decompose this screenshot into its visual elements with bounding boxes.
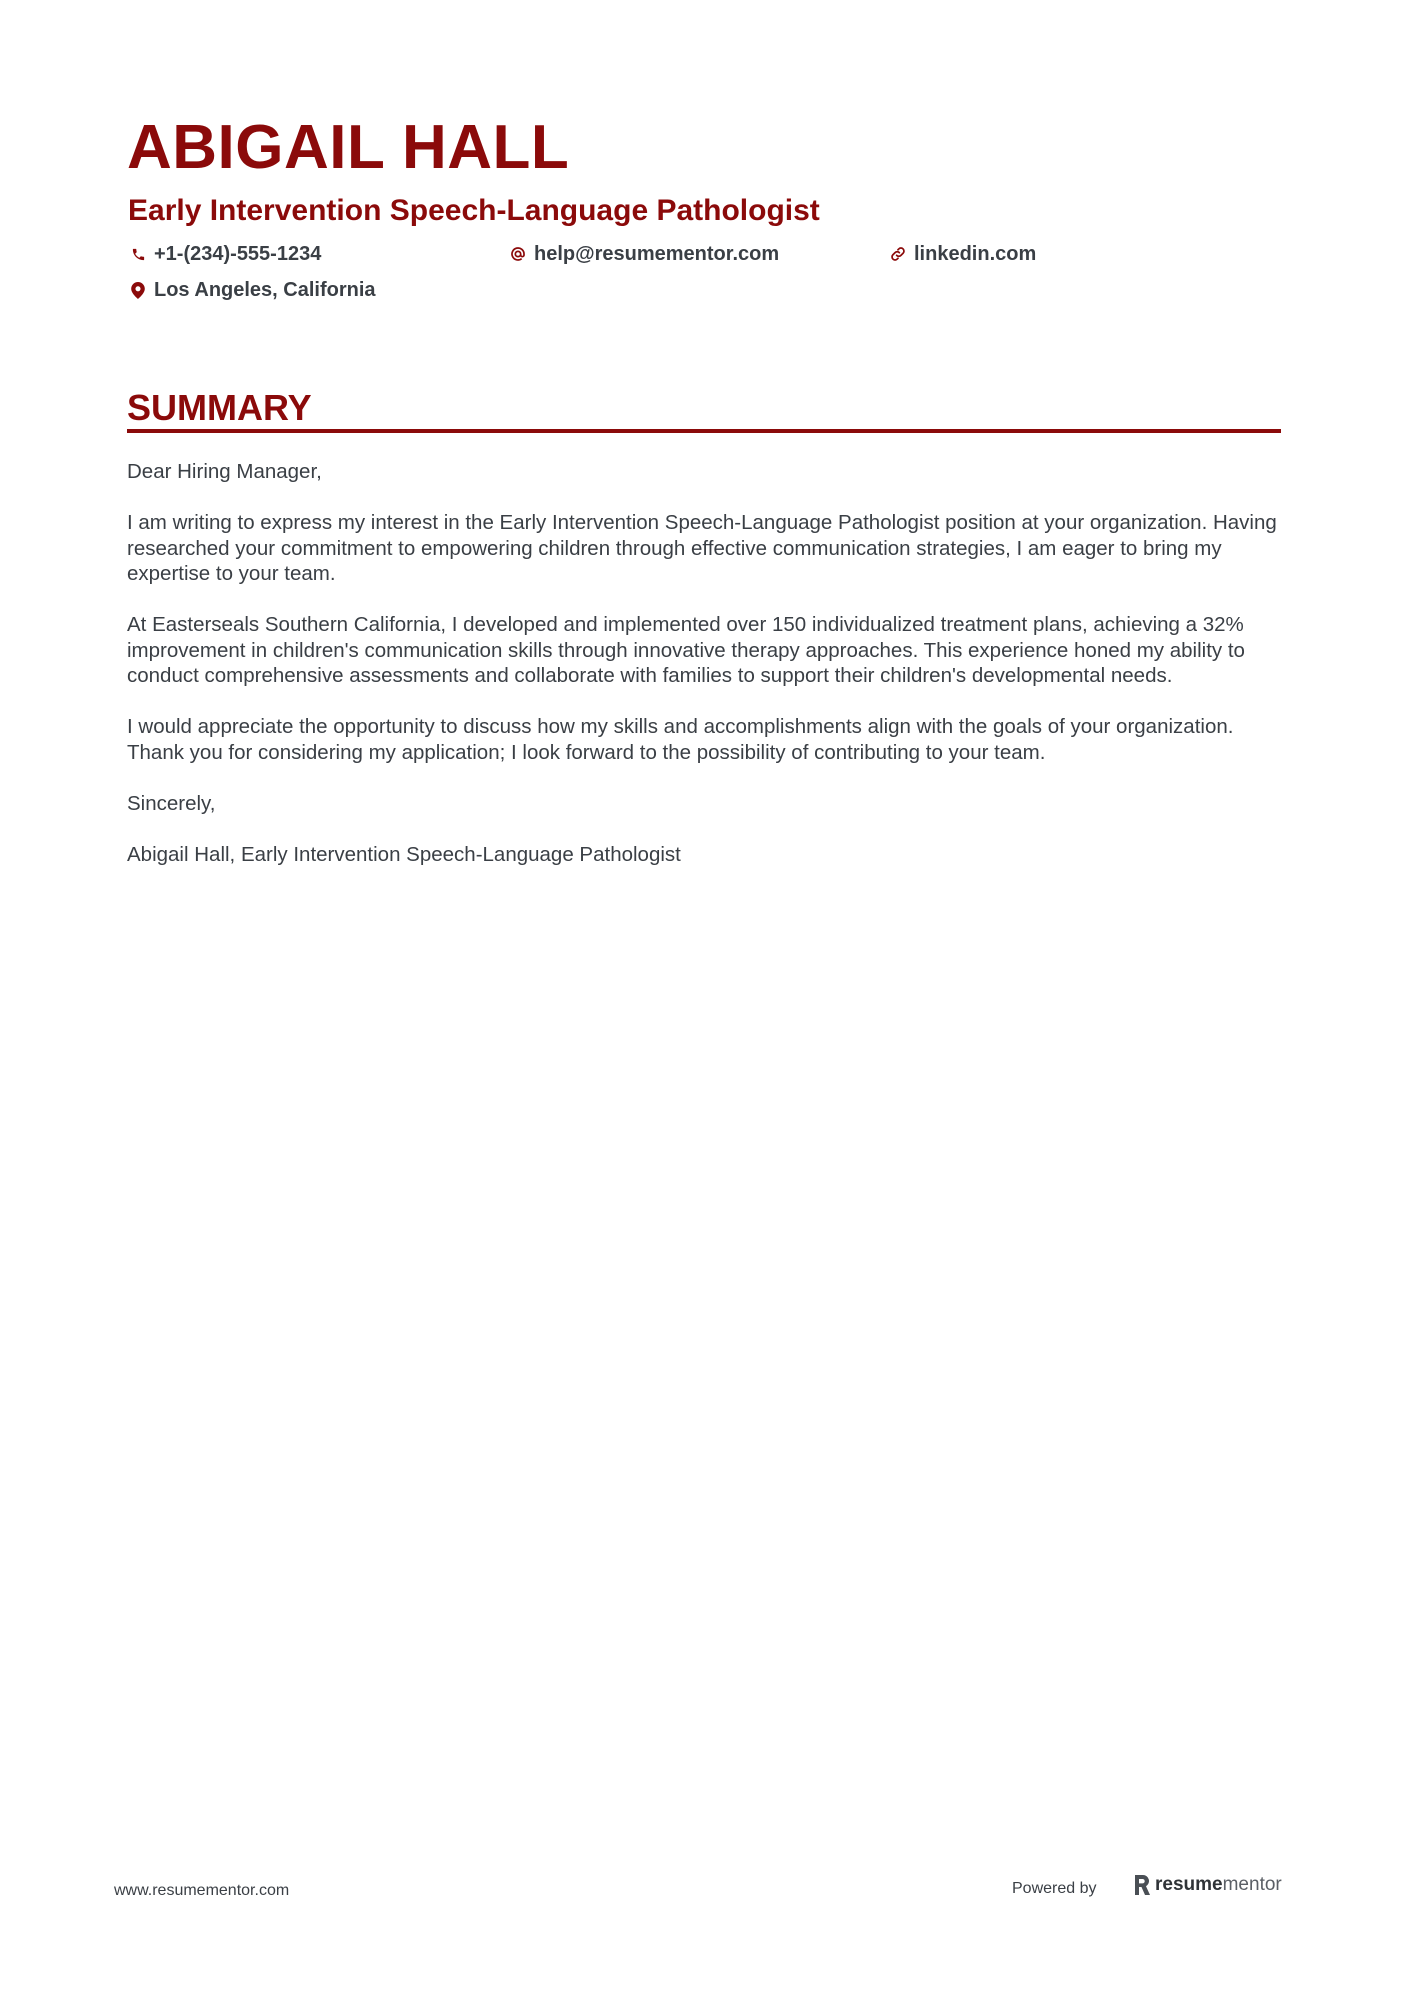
closing: Sincerely, — [127, 791, 216, 815]
contact-linkedin — [889, 240, 1036, 268]
candidate-title: Early Intervention Speech-Language Pathologist — [128, 194, 820, 227]
summary-heading: SUMMARY — [127, 387, 312, 428]
brand-logo[interactable] — [1133, 1874, 1282, 1896]
resumementor-logo-icon — [1133, 1875, 1151, 1895]
letter-paragraph: I would appreciate the opportunity to discuss how my skills and accomplishments align with the goals of your organization. Thank you for considering my application; I look forward to the possibility of contributing to your team. — [127, 715, 1234, 764]
email-text: help@resumementor.com — [534, 243, 780, 265]
location-text: Los Angeles, California — [154, 279, 376, 301]
location-pin-icon — [129, 281, 147, 299]
powered-by-label: Powered by — [1012, 1880, 1097, 1897]
link-icon — [889, 245, 907, 263]
section-divider — [127, 429, 1281, 433]
letter-paragraph: At Easterseals Southern California, I developed and implemented over 150 individualized treatment plans, achieving a 32% improvement in children's communication skills through innovative therapy approaches. This experience honed my ability to conduct comprehensive assessments and collaborate with families to support their children's developmental needs. — [127, 613, 1245, 687]
contact-email — [509, 240, 779, 268]
salutation: Dear Hiring Manager, — [127, 460, 322, 483]
letter-paragraph: I am writing to express my interest in the Early Intervention Speech-Language Pathologist position at your organization. Having researched your commitment to empowering children through effective communication strategies, I am eager to bring my expertise to your team. — [127, 511, 1277, 585]
linkedin-text: linkedin.com — [914, 243, 1037, 265]
footer-url[interactable]: www.resumementor.com — [114, 1882, 290, 1899]
phone-text: +1-(234)-555-1234 — [154, 243, 322, 265]
candidate-name: ABIGAIL HALL — [127, 113, 570, 182]
contact-phone — [129, 240, 321, 268]
signature: Abigail Hall, Early Intervention Speech-Language Pathologist — [127, 842, 681, 866]
brand-name-bold: resume — [1155, 1874, 1223, 1895]
at-icon — [509, 245, 527, 263]
contact-location — [129, 276, 376, 304]
letter-body — [127, 459, 1287, 893]
phone-icon — [129, 245, 147, 263]
brand-name-light: mentor — [1222, 1874, 1282, 1895]
